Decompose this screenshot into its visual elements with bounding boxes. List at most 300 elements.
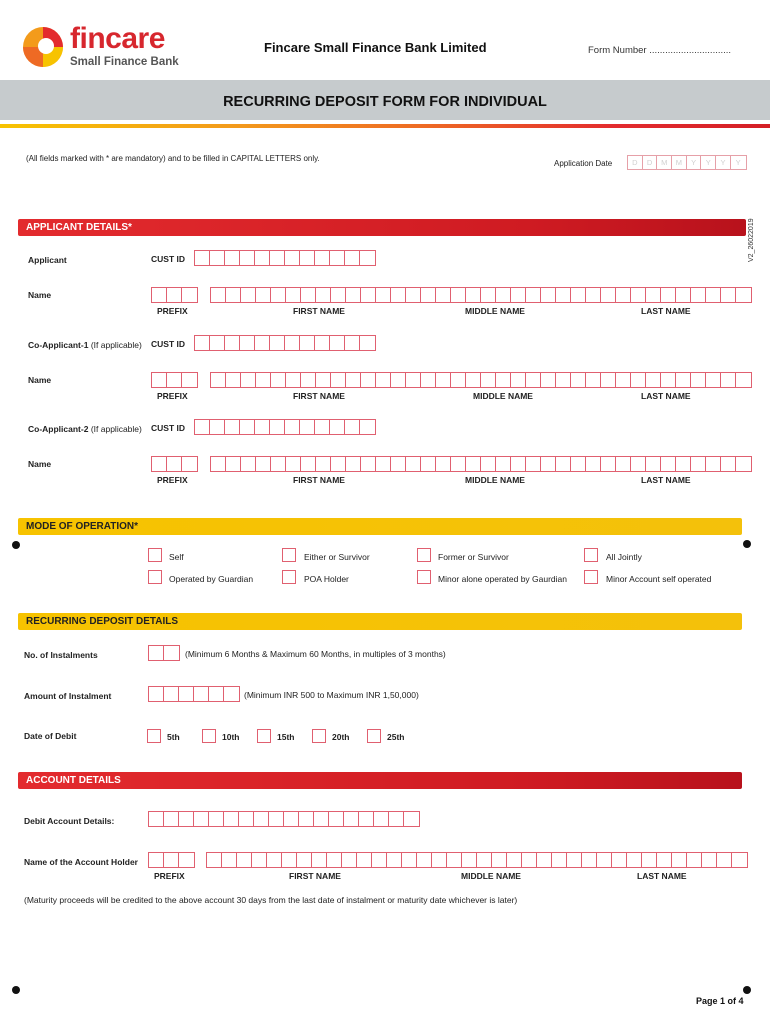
char-cell[interactable] xyxy=(451,457,466,471)
char-cell[interactable] xyxy=(736,288,751,302)
char-cell[interactable] xyxy=(342,853,357,867)
char-cell[interactable] xyxy=(167,288,182,302)
char-cell[interactable] xyxy=(164,853,179,867)
prefix-caption: PREFIX xyxy=(157,306,188,316)
char-cell[interactable] xyxy=(269,812,284,826)
char-cell[interactable] xyxy=(391,457,406,471)
char-cell[interactable] xyxy=(376,457,391,471)
mode-option-label: Operated by Guardian xyxy=(169,574,254,584)
char-cell[interactable] xyxy=(706,288,721,302)
char-cell[interactable] xyxy=(237,853,252,867)
punch-hole-marker xyxy=(743,540,751,548)
char-cell[interactable] xyxy=(691,457,706,471)
char-cell[interactable] xyxy=(301,457,316,471)
char-cell[interactable] xyxy=(224,812,239,826)
char-cell[interactable] xyxy=(646,457,661,471)
char-cell[interactable] xyxy=(601,457,616,471)
char-cell[interactable] xyxy=(331,373,346,387)
char-cell[interactable] xyxy=(149,853,164,867)
char-cell[interactable] xyxy=(601,288,616,302)
mode-section-header: MODE OF OPERATION* xyxy=(18,518,742,535)
mode-option-label: Either or Survivor xyxy=(304,552,370,562)
char-cell[interactable] xyxy=(661,288,676,302)
debit-date-label: Date of Debit xyxy=(24,731,77,741)
mode-all-jointly-checkbox[interactable] xyxy=(584,548,598,562)
char-cell[interactable] xyxy=(496,373,511,387)
char-cell[interactable] xyxy=(226,288,241,302)
char-cell[interactable] xyxy=(211,288,226,302)
mode-guardian-checkbox[interactable] xyxy=(148,570,162,584)
applicant-name-input[interactable] xyxy=(210,287,752,303)
char-cell[interactable] xyxy=(732,853,747,867)
char-cell[interactable] xyxy=(344,812,359,826)
char-cell[interactable] xyxy=(511,373,526,387)
char-cell[interactable] xyxy=(345,336,360,350)
char-cell[interactable] xyxy=(361,457,376,471)
char-cell[interactable] xyxy=(346,288,361,302)
coapplicant1-name-label: Name xyxy=(28,375,52,385)
char-cell[interactable] xyxy=(164,646,179,660)
char-cell[interactable] xyxy=(210,420,225,434)
char-cell[interactable] xyxy=(271,457,286,471)
middle-name-caption: MIDDLE NAME xyxy=(465,306,525,316)
char-cell[interactable] xyxy=(207,853,222,867)
char-cell[interactable] xyxy=(687,853,702,867)
coapplicant2-optional: (If applicable) xyxy=(90,424,142,434)
char-cell[interactable] xyxy=(511,457,526,471)
char-cell[interactable] xyxy=(391,288,406,302)
coapplicant2-cust-id-input[interactable] xyxy=(194,419,376,435)
char-cell[interactable] xyxy=(571,373,586,387)
maturity-note: (Maturity proceeds will be credited to the above account 30 days from the last date of instalment or maturity date whichever is later) xyxy=(24,895,518,905)
char-cell[interactable] xyxy=(526,457,541,471)
debit-account-label: Debit Account Details: xyxy=(24,816,115,826)
amount-label: Amount of Instalment xyxy=(24,691,112,701)
char-cell[interactable] xyxy=(646,288,661,302)
char-cell[interactable] xyxy=(255,420,270,434)
char-cell[interactable] xyxy=(285,251,300,265)
char-cell[interactable] xyxy=(372,853,387,867)
char-cell[interactable] xyxy=(282,853,297,867)
coapplicant2-label xyxy=(28,424,142,434)
char-cell[interactable] xyxy=(210,336,225,350)
char-cell[interactable] xyxy=(315,336,330,350)
char-cell[interactable] xyxy=(270,336,285,350)
char-cell[interactable] xyxy=(331,288,346,302)
char-cell[interactable] xyxy=(541,373,556,387)
char-cell[interactable] xyxy=(404,812,419,826)
form-title: RECURRING DEPOSIT FORM FOR INDIVIDUAL xyxy=(223,94,547,110)
char-cell[interactable] xyxy=(462,853,477,867)
debit-date-option: 25th xyxy=(387,732,405,742)
debit-date-10th-checkbox[interactable] xyxy=(202,729,216,743)
char-cell[interactable] xyxy=(389,812,404,826)
char-cell[interactable] xyxy=(376,373,391,387)
applicant-label: Applicant xyxy=(28,255,67,265)
coapplicant2-name-label: Name xyxy=(28,459,52,469)
char-cell[interactable] xyxy=(240,420,255,434)
char-cell[interactable] xyxy=(346,457,361,471)
char-cell[interactable] xyxy=(209,687,224,701)
char-cell[interactable] xyxy=(661,373,676,387)
holder-prefix-input[interactable] xyxy=(148,852,195,868)
char-cell[interactable] xyxy=(612,853,627,867)
char-cell[interactable] xyxy=(676,288,691,302)
first-name-caption: FIRST NAME xyxy=(293,306,345,316)
debit-date-option: 20th xyxy=(332,732,350,742)
char-cell[interactable] xyxy=(447,853,462,867)
char-cell[interactable] xyxy=(225,251,240,265)
char-cell[interactable] xyxy=(631,288,646,302)
char-cell[interactable] xyxy=(436,457,451,471)
char-cell[interactable] xyxy=(571,457,586,471)
char-cell[interactable] xyxy=(179,687,194,701)
char-cell[interactable] xyxy=(556,288,571,302)
char-cell[interactable] xyxy=(582,853,597,867)
instalments-input[interactable] xyxy=(148,645,180,661)
char-cell[interactable] xyxy=(300,336,315,350)
char-cell[interactable] xyxy=(267,853,282,867)
char-cell[interactable] xyxy=(152,373,167,387)
debit-account-input[interactable] xyxy=(148,811,420,827)
char-cell[interactable] xyxy=(286,288,301,302)
prefix-caption: PREFIX xyxy=(154,871,185,881)
char-cell[interactable] xyxy=(225,420,240,434)
form-number-field[interactable]: Form Number ............................... xyxy=(588,45,732,56)
date-digit: Y xyxy=(716,156,731,169)
date-digit: M xyxy=(672,156,687,169)
last-name-caption: LAST NAME xyxy=(641,391,691,401)
char-cell[interactable] xyxy=(299,812,314,826)
coapplicant1-cust-id-input[interactable] xyxy=(194,335,376,351)
cust-id-label: CUST ID xyxy=(151,254,185,264)
char-cell[interactable] xyxy=(451,288,466,302)
char-cell[interactable] xyxy=(195,420,210,434)
coapplicant2-name-input[interactable] xyxy=(210,456,752,472)
prefix-caption: PREFIX xyxy=(157,475,188,485)
char-cell[interactable] xyxy=(511,288,526,302)
char-cell[interactable] xyxy=(360,420,375,434)
char-cell[interactable] xyxy=(327,853,342,867)
char-cell[interactable] xyxy=(297,853,312,867)
char-cell[interactable] xyxy=(301,373,316,387)
char-cell[interactable] xyxy=(256,373,271,387)
char-cell[interactable] xyxy=(194,687,209,701)
char-cell[interactable] xyxy=(271,373,286,387)
char-cell[interactable] xyxy=(226,457,241,471)
char-cell[interactable] xyxy=(346,373,361,387)
char-cell[interactable] xyxy=(316,373,331,387)
coapplicant1-label xyxy=(28,340,142,350)
char-cell[interactable] xyxy=(316,457,331,471)
char-cell[interactable] xyxy=(646,373,661,387)
char-cell[interactable] xyxy=(417,853,432,867)
char-cell[interactable] xyxy=(586,288,601,302)
char-cell[interactable] xyxy=(507,853,522,867)
char-cell[interactable] xyxy=(721,373,736,387)
char-cell[interactable] xyxy=(152,288,167,302)
char-cell[interactable] xyxy=(256,288,271,302)
char-cell[interactable] xyxy=(241,288,256,302)
char-cell[interactable] xyxy=(492,853,507,867)
char-cell[interactable] xyxy=(541,457,556,471)
char-cell[interactable] xyxy=(661,457,676,471)
char-cell[interactable] xyxy=(285,336,300,350)
char-cell[interactable] xyxy=(194,812,209,826)
char-cell[interactable] xyxy=(224,687,239,701)
char-cell[interactable] xyxy=(691,288,706,302)
char-cell[interactable] xyxy=(657,853,672,867)
char-cell[interactable] xyxy=(164,812,179,826)
debit-date-20th-checkbox[interactable] xyxy=(312,729,326,743)
char-cell[interactable] xyxy=(552,853,567,867)
debit-date-option: 15th xyxy=(277,732,295,742)
char-cell[interactable] xyxy=(496,457,511,471)
char-cell[interactable] xyxy=(421,288,436,302)
coapplicant2-title: Co-Applicant-2 xyxy=(28,424,89,434)
mode-option-label: All Jointly xyxy=(606,552,642,562)
char-cell[interactable] xyxy=(567,853,582,867)
instalments-label: No. of Instalments xyxy=(24,650,98,660)
char-cell[interactable] xyxy=(330,420,345,434)
char-cell[interactable] xyxy=(466,373,481,387)
char-cell[interactable] xyxy=(706,457,721,471)
char-cell[interactable] xyxy=(616,373,631,387)
char-cell[interactable] xyxy=(182,373,197,387)
char-cell[interactable] xyxy=(330,251,345,265)
char-cell[interactable] xyxy=(451,373,466,387)
char-cell[interactable] xyxy=(211,457,226,471)
char-cell[interactable] xyxy=(149,646,164,660)
mode-minor-self-checkbox[interactable] xyxy=(584,570,598,584)
char-cell[interactable] xyxy=(316,288,331,302)
char-cell[interactable] xyxy=(496,288,511,302)
mode-poa-holder-checkbox[interactable] xyxy=(282,570,296,584)
char-cell[interactable] xyxy=(182,288,197,302)
last-name-caption: LAST NAME xyxy=(637,871,687,881)
char-cell[interactable] xyxy=(271,288,286,302)
char-cell[interactable] xyxy=(252,853,267,867)
applicant-name-label: Name xyxy=(28,290,52,300)
char-cell[interactable] xyxy=(571,288,586,302)
char-cell[interactable] xyxy=(315,420,330,434)
char-cell[interactable] xyxy=(270,420,285,434)
logo-subtitle: Small Finance Bank xyxy=(70,56,179,68)
char-cell[interactable] xyxy=(631,373,646,387)
char-cell[interactable] xyxy=(717,853,732,867)
char-cell[interactable] xyxy=(721,288,736,302)
char-cell[interactable] xyxy=(211,373,226,387)
char-cell[interactable] xyxy=(179,812,194,826)
char-cell[interactable] xyxy=(255,251,270,265)
debit-date-5th-checkbox[interactable] xyxy=(147,729,161,743)
char-cell[interactable] xyxy=(391,373,406,387)
char-cell[interactable] xyxy=(256,457,271,471)
char-cell[interactable] xyxy=(374,812,389,826)
char-cell[interactable] xyxy=(406,373,421,387)
char-cell[interactable] xyxy=(254,812,269,826)
char-cell[interactable] xyxy=(195,251,210,265)
date-digit: Y xyxy=(687,156,702,169)
char-cell[interactable] xyxy=(286,373,301,387)
char-cell[interactable] xyxy=(239,812,254,826)
char-cell[interactable] xyxy=(195,336,210,350)
char-cell[interactable] xyxy=(315,251,330,265)
char-cell[interactable] xyxy=(556,457,571,471)
mode-either-survivor-checkbox[interactable] xyxy=(282,548,296,562)
char-cell[interactable] xyxy=(255,336,270,350)
char-cell[interactable] xyxy=(556,373,571,387)
char-cell[interactable] xyxy=(345,251,360,265)
application-date-input[interactable] xyxy=(627,155,747,170)
char-cell[interactable] xyxy=(357,853,372,867)
char-cell[interactable] xyxy=(436,288,451,302)
last-name-caption: LAST NAME xyxy=(641,475,691,485)
char-cell[interactable] xyxy=(627,853,642,867)
char-cell[interactable] xyxy=(586,457,601,471)
char-cell[interactable] xyxy=(179,853,194,867)
debit-date-15th-checkbox[interactable] xyxy=(257,729,271,743)
punch-hole-marker xyxy=(743,986,751,994)
char-cell[interactable] xyxy=(676,457,691,471)
mandatory-note: (All fields marked with * are mandatory) and to be filled in CAPITAL LETTERS only. xyxy=(26,154,320,163)
char-cell[interactable] xyxy=(284,812,299,826)
holder-name-input[interactable] xyxy=(206,852,748,868)
char-cell[interactable] xyxy=(436,373,451,387)
char-cell[interactable] xyxy=(300,251,315,265)
amount-input[interactable] xyxy=(148,686,240,702)
char-cell[interactable] xyxy=(586,373,601,387)
char-cell[interactable] xyxy=(222,853,237,867)
fincare-logo-icon xyxy=(22,26,64,68)
char-cell[interactable] xyxy=(360,251,375,265)
char-cell[interactable] xyxy=(616,288,631,302)
char-cell[interactable] xyxy=(226,373,241,387)
char-cell[interactable] xyxy=(167,457,182,471)
char-cell[interactable] xyxy=(345,420,360,434)
char-cell[interactable] xyxy=(541,288,556,302)
date-digit: Y xyxy=(735,158,741,167)
char-cell[interactable] xyxy=(421,457,436,471)
mode-minor-guardian-checkbox[interactable] xyxy=(417,570,431,584)
amount-note: (Minimum INR 500 to Maximum INR 1,50,000) xyxy=(244,690,419,700)
char-cell[interactable] xyxy=(672,853,687,867)
char-cell[interactable] xyxy=(225,336,240,350)
char-cell[interactable] xyxy=(331,457,346,471)
char-cell[interactable] xyxy=(537,853,552,867)
char-cell[interactable] xyxy=(691,373,706,387)
application-date-label: Application Date xyxy=(554,159,613,168)
char-cell[interactable] xyxy=(164,687,179,701)
char-cell[interactable] xyxy=(330,336,345,350)
char-cell[interactable] xyxy=(402,853,417,867)
char-cell[interactable] xyxy=(642,853,657,867)
char-cell[interactable] xyxy=(522,853,537,867)
char-cell[interactable] xyxy=(601,373,616,387)
first-name-caption: FIRST NAME xyxy=(293,475,345,485)
char-cell[interactable] xyxy=(285,420,300,434)
char-cell[interactable] xyxy=(167,373,182,387)
char-cell[interactable] xyxy=(432,853,447,867)
mode-former-survivor-checkbox[interactable] xyxy=(417,548,431,562)
char-cell[interactable] xyxy=(301,288,316,302)
char-cell[interactable] xyxy=(477,853,492,867)
date-digit: M xyxy=(657,156,672,169)
middle-name-caption: MIDDLE NAME xyxy=(461,871,521,881)
char-cell[interactable] xyxy=(152,457,167,471)
char-cell[interactable] xyxy=(706,373,721,387)
mode-option-label: POA Holder xyxy=(304,574,349,584)
char-cell[interactable] xyxy=(616,457,631,471)
char-cell[interactable] xyxy=(300,420,315,434)
char-cell[interactable] xyxy=(466,457,481,471)
char-cell[interactable] xyxy=(361,288,376,302)
char-cell[interactable] xyxy=(406,457,421,471)
char-cell[interactable] xyxy=(736,373,751,387)
char-cell[interactable] xyxy=(526,288,541,302)
char-cell[interactable] xyxy=(149,687,164,701)
first-name-caption: FIRST NAME xyxy=(289,871,341,881)
char-cell[interactable] xyxy=(466,288,481,302)
version-code: V2_26022019 xyxy=(748,218,755,262)
char-cell[interactable] xyxy=(721,457,736,471)
char-cell[interactable] xyxy=(241,457,256,471)
char-cell[interactable] xyxy=(481,457,496,471)
char-cell[interactable] xyxy=(241,373,256,387)
char-cell[interactable] xyxy=(149,812,164,826)
char-cell[interactable] xyxy=(329,812,344,826)
debit-date-25th-checkbox[interactable] xyxy=(367,729,381,743)
mode-self-checkbox[interactable] xyxy=(148,548,162,562)
char-cell[interactable] xyxy=(702,853,717,867)
char-cell[interactable] xyxy=(676,373,691,387)
char-cell[interactable] xyxy=(481,373,496,387)
coapplicant2-prefix-input[interactable] xyxy=(151,456,198,472)
char-cell[interactable] xyxy=(631,457,646,471)
char-cell[interactable] xyxy=(406,288,421,302)
char-cell[interactable] xyxy=(359,812,374,826)
char-cell[interactable] xyxy=(361,373,376,387)
char-cell[interactable] xyxy=(286,457,301,471)
char-cell[interactable] xyxy=(526,373,541,387)
first-name-caption: FIRST NAME xyxy=(293,391,345,401)
mode-option-label: Minor Account self operated xyxy=(606,574,712,584)
char-cell[interactable] xyxy=(736,457,751,471)
char-cell[interactable] xyxy=(209,812,224,826)
cust-id-label: CUST ID xyxy=(151,423,185,433)
char-cell[interactable] xyxy=(360,336,375,350)
char-cell[interactable] xyxy=(597,853,612,867)
char-cell[interactable] xyxy=(182,457,197,471)
char-cell[interactable] xyxy=(240,336,255,350)
applicant-prefix-input[interactable] xyxy=(151,287,198,303)
char-cell[interactable] xyxy=(481,288,496,302)
char-cell[interactable] xyxy=(270,251,285,265)
char-cell[interactable] xyxy=(387,853,402,867)
date-digit: D xyxy=(643,156,658,169)
char-cell[interactable] xyxy=(240,251,255,265)
char-cell[interactable] xyxy=(312,853,327,867)
account-holder-label: Name of the Account Holder xyxy=(24,857,138,867)
char-cell[interactable] xyxy=(421,373,436,387)
applicant-cust-id-input[interactable] xyxy=(194,250,376,266)
char-cell[interactable] xyxy=(314,812,329,826)
coapplicant1-name-input[interactable] xyxy=(210,372,752,388)
mode-option-label: Self xyxy=(169,552,184,562)
coapplicant1-prefix-input[interactable] xyxy=(151,372,198,388)
char-cell[interactable] xyxy=(210,251,225,265)
char-cell[interactable] xyxy=(376,288,391,302)
